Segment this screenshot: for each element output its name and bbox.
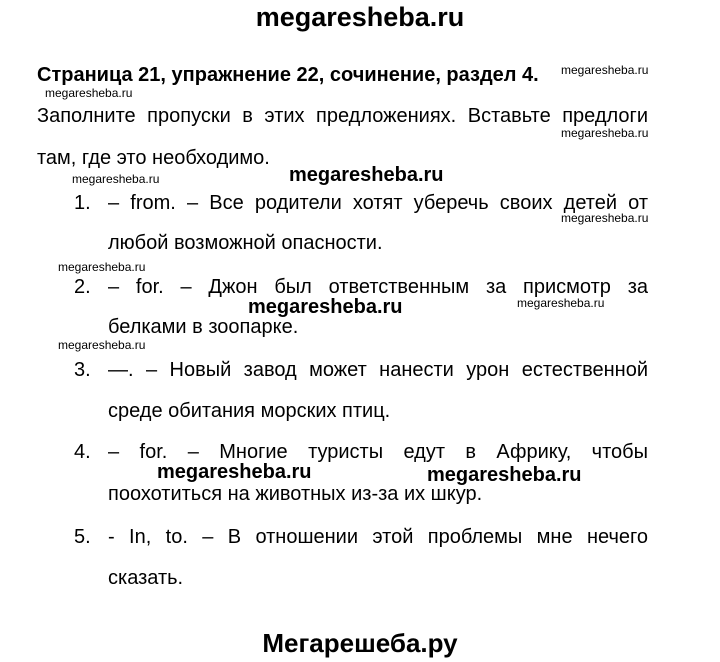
list-item-line: - In, to. – В отношении этой проблемы мне нечего [108,526,648,548]
watermark: megaresheba.ru [45,86,133,100]
watermark: megaresheba.ru [517,296,605,310]
watermark: megaresheba.ru [561,126,649,140]
list-item-line: —. – Новый завод может нанести урон естественной [108,359,648,381]
watermark-large: megaresheba.ru [248,296,403,318]
list-item-number: 3. [74,359,91,381]
watermark: megaresheba.ru [58,260,146,274]
instruction-line-2: там, где это необходимо. [37,147,270,169]
site-footer: Мегарешеба.ру [262,628,458,658]
list-item-line: – from. – Все родители хотят уберечь своих детей от [108,192,648,214]
watermark: megaresheba.ru [58,338,146,352]
list-item-number: 5. [74,526,91,548]
list-item-line: белками в зоопарке. [108,316,299,338]
watermark-large: megaresheba.ru [427,464,582,486]
list-item-line: среде обитания морских птиц. [108,400,391,422]
watermark: megaresheba.ru [561,211,649,225]
site-header: megaresheba.ru [255,2,465,32]
watermark: megaresheba.ru [561,63,649,77]
list-item-line: любой возможной опасности. [108,232,383,254]
watermark: megaresheba.ru [72,172,160,186]
instruction-line-1: Заполните пропуски в этих предложениях. Вставьте предлоги [37,105,648,127]
watermark-large: megaresheba.ru [157,461,312,483]
watermark-large: megaresheba.ru [289,164,444,186]
list-item-number: 4. [74,441,91,463]
list-item-line: – for. – Многие туристы едут в Африку, чтобы [108,441,648,463]
list-item-line: поохотиться на животных из-за их шкур. [108,483,483,505]
page-title: Страница 21, упражнение 22, сочинение, раздел 4. [37,64,539,86]
list-item-number: 2. [74,276,91,298]
list-item-number: 1. [74,192,91,214]
list-item-line: сказать. [108,567,184,589]
list-item-line: – for. – Джон был ответственным за присмотр за [108,276,648,298]
